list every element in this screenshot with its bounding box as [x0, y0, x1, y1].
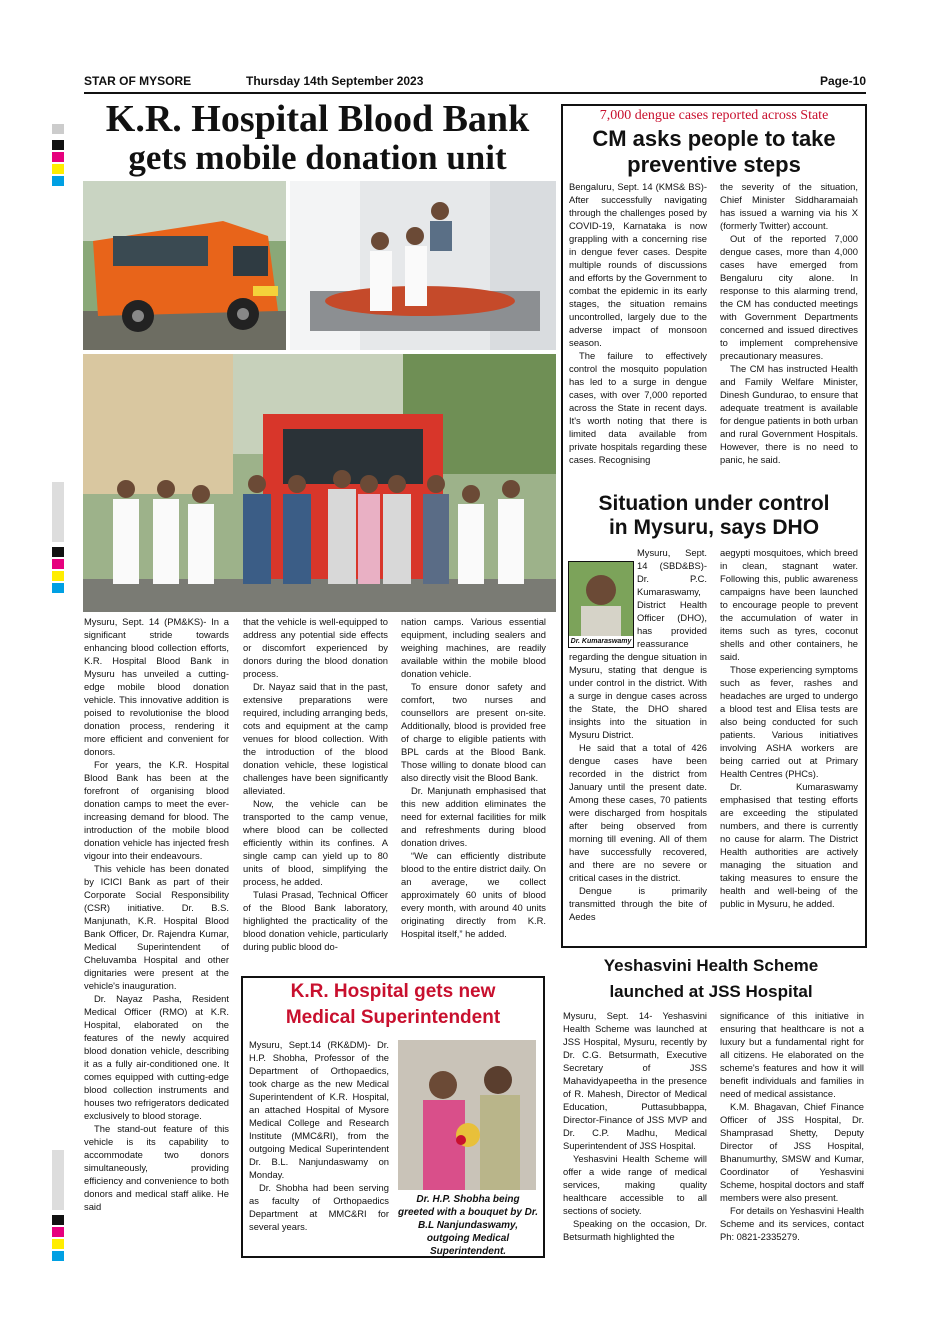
paragraph: K.M. Bhagavan, Chief Finance Officer of JSS Hospital, Dr. Shamprasad Shetty, Deputy Director of JSS Hospital, Bhanumurthy, SMSW and Kumar, Coordinator of Yeshasvini Scheme, hospital doctors and staff members were also present.	[720, 1101, 864, 1203]
van-photo	[83, 181, 286, 350]
paragraph: Dr. Nayaz said that in the past, extensive preparations were required, including arranging beds, cots and equipment at the camp venues for blood collection. With the introduction of the blood donation vehicle, these logistical challenges have been significantly alleviated.	[243, 681, 388, 796]
paragraph: Dr. Shobha had been serving as faculty of Orthopaedics Department at MMC&RI for several years.	[249, 1182, 389, 1232]
dengue-kicker: 7,000 dengue cases reported across State	[599, 108, 829, 123]
blood-bank-column-1	[84, 615, 229, 1213]
blood-bank-headline-line1: K.R. Hospital Blood Bank	[105, 98, 530, 140]
paragraph: Dr. Nayaz Pasha, Resident Medical Officer (RMO) at K.R. Hospital, elaborated on the features of the newly acquired blood donation vehicle, describing it as a fully air-conditioned one. It comes equipped with cutting-edge blood collection instruments and houses two refrigerators dedicated exclusively to blood storage.	[84, 993, 229, 1121]
dho-portrait-caption: Dr. Kumaraswamy	[570, 638, 632, 645]
paragraph: Now, the vehicle can be transported to the camp venue, where blood can be collected efficiently within its confines. A single camp can yield up to 80 units of blood, simplifying the process, he added.	[243, 798, 388, 887]
dho-column-2	[720, 546, 858, 910]
paragraph: The stand-out feature of this vehicle is its capability to accommodate two donors simultaneously, providing efficiency and convenience to both donors and medical staff alike. He said	[84, 1123, 229, 1212]
dengue-headline-line1: CM asks people to take	[592, 126, 836, 151]
masthead	[84, 74, 866, 94]
paragraph: aegypti mosquitoes, which breed in clean, stagnant water. Following this, public awareness campaigns have been launched to encourage people to prevent the accumulation of water in items such as tyres, coconut shells and other containers, he said.	[720, 547, 858, 662]
paragraph: Mysuru, Sept. 14- Yeshasvini Health Scheme was launched at JSS Hospital, Mysuru, recently by Dr. C.G. Betsurmath, Executive Secretary of JSS Mahavidyapeetha in the presence of R. Mahesh, Director of Medical Education, Puttasubbappa, Director-Finance of JSS MVP and Dr. C.P. Madhu, Medical Superintendent of JSS Hospital.	[563, 1010, 707, 1151]
dengue-headline-line2: preventive steps	[627, 152, 801, 177]
issue-date: Thursday 14th September 2023	[246, 74, 424, 88]
dengue-column-2	[720, 180, 858, 466]
paragraph: Dr. Manjunath emphasised that this new addition eliminates the need for external facilities for milk and refreshments during blood donation drives.	[401, 785, 546, 848]
blood-bank-headline-line2: gets mobile donation unit	[128, 138, 507, 177]
yeshasvini-column-2	[720, 1009, 864, 1243]
page-number: Page-10	[819, 74, 866, 88]
paragraph: Speaking on the occasion, Dr. Betsurmath highlighted the	[563, 1218, 707, 1242]
dho-headline-line2: in Mysuru, says DHO	[608, 516, 820, 539]
paragraph: Dengue is primarily transmitted through the bite of Aedes	[569, 885, 707, 922]
group-photo	[83, 354, 556, 612]
paragraph: Tulasi Prasad, Technical Officer of the Blood Bank laboratory, highlighted the practicality of the blood donation vehicle, particularly during public blood do-	[243, 889, 388, 952]
blood-bank-column-2	[243, 615, 388, 953]
paragraph: Yeshasvini Health Scheme will offer a wide range of medical services, making quality healthcare accessible to all sections of society.	[563, 1153, 707, 1216]
van-interior-photo	[290, 181, 556, 350]
superintendent-headline-line1: K.R. Hospital gets new	[290, 981, 496, 1002]
paragraph: Mysuru, Sept. 14 (SBD&BS)- Dr. P.C. Kumaraswamy, District Health Officer (DHO), has provided reassurance regarding the dengue situation in Mysuru, stating that dengue is under control in the district. With a surge in dengue cases across the State, the DHO shared insights into the situation in Mysuru District.	[569, 547, 707, 740]
yeshasvini-headline-line1: Yeshasvini Health Scheme	[603, 956, 819, 975]
paragraph: that the vehicle is well-equipped to address any potential side effects or discomfort experienced by donors during the blood donation process.	[243, 616, 388, 679]
paragraph: For years, the K.R. Hospital Blood Bank has been at the forefront of organising blood donation camps to meet the ever-increasing demand for blood. The introduction of the mobile blood donation vehicle has injected fresh vigour into their endeavours.	[84, 759, 229, 861]
paragraph: He said that a total of 426 dengue cases have been recorded in the district from January until the present date. Among these cases, 70 patients were discharged from hospitals after being observed from morning till evening. All of them have successfully recovered, and there are no severe or critical cases in the district.	[569, 742, 707, 883]
yeshasvini-column-1	[563, 1009, 707, 1243]
paragraph: Mysuru, Sept. 14 (PM&KS)- In a significant stride towards enhancing blood collection efforts, K.R. Hospital Blood Bank in Mysuru has unveiled a cutting-edge mobile blood donation vehicle. This innovative addition is poised to revolutionise the blood donation process, rendering it more efficient and convenient for donors.	[84, 616, 229, 757]
paragraph: significance of this initiative in ensuring that healthcare is not a luxury but a fundamental right for all citizens. He elaborated on the scheme's features and how it will benefit individuals and families in need of medical assistance.	[720, 1010, 864, 1099]
handover-photo	[398, 1040, 536, 1190]
paragraph: To ensure donor safety and comfort, two nurses and counsellors are present on-site. Additionally, blood is provided free of charge to eligible patients with BPL cards at the Blood Bank. Those willing to donate blood can also directly visit the Blood Bank.	[401, 681, 546, 783]
paragraph: Those experiencing symptoms such as fever, rashes and headaches are urged to undergo a blood test and Elisa tests are also being conducted for such patients. Various initiatives involving ASHA workers are being carried out at Primary Health Centres (PHCs).	[720, 664, 858, 779]
handover-caption: Dr. H.P. Shobha being greeted with a bouquet by Dr. B.L Nanjundaswamy, outgoing Medical Superintendent.	[398, 1194, 539, 1257]
paragraph: “We can efficiently distribute blood to the entire district daily. On an average, we collect approximately 60 units of blood every month, with around 40 units originating directly from K.R. Hospital itself,” he added.	[401, 850, 546, 939]
superintendent-headline-line2: Medical Superintendent	[285, 1007, 501, 1028]
paragraph: Out of the reported 7,000 dengue cases, more than 4,000 cases have emerged from Bengaluru city alone. In response to this alarming trend, the CM has conducted meetings with Government Departments concerned and issued directives to implement comprehensive precautionary measures.	[720, 233, 858, 361]
dho-headline-line1: Situation under control	[598, 492, 830, 515]
paper-name: STAR OF MYSORE	[84, 74, 192, 88]
superintendent-column	[249, 1038, 389, 1233]
paragraph: This vehicle has been donated by ICICI Bank as part of their Corporate Social Responsibility (CSR) initiative. Dr. B.S. Manjunath, K.R. Hospital Blood Bank Officer, Dr. Rajendra Kumar, Medical Superintendent of Cheluvamba Hospital and other dignitaries were present at the vehicle's inauguration.	[84, 863, 229, 991]
paragraph: Mysuru, Sept.14 (RK&DM)- Dr. H.P. Shobha, Professor of the Department of Orthopaedics, took charge as the new Medical Superintendent of K.R. Hospital, an attached Hospital of Mysore Medical College and Research Institute (MMC&RI), from the outgoing Medical Superintendent Dr. B.L. Nanjundaswamy on Monday.	[249, 1039, 389, 1180]
blood-bank-column-3	[401, 615, 546, 940]
photo-spacer	[569, 546, 637, 649]
paragraph: Bengaluru, Sept. 14 (KMS& BS)- After successfully navigating through the challenges posed by COVID-19, Karnataka is now grappling with a concerning rise in dengue fever cases. Despite multiple rounds of discussions and efforts by the Government to combat the epidemic in its early stages, the situation remains uncontrolled, largely due to the adverse impact of monsoon season.	[569, 181, 707, 348]
paragraph: The failure to effectively control the mosquito population has led to a surge in dengue cases, with over 7,000 reported across the State in recent days. It's worth noting that there is limited data available from private hospitals regarding these cases. Recognising	[569, 350, 707, 465]
paragraph: the severity of the situation, Chief Minister Siddharamaiah has issued a warning via his X (formerly Twitter) account.	[720, 181, 858, 231]
dho-column-1	[569, 546, 707, 923]
dengue-column-1	[569, 180, 707, 466]
paragraph: The CM has instructed Health and Family Welfare Minister, Dinesh Gundurao, to ensure that adequate treatment is available for dengue patients in both urban and rural Government Hospitals. However, there is no need to panic, he said.	[720, 363, 858, 465]
paragraph: Dr. Kumaraswamy emphasised that testing efforts are exceeding the stipulated numbers, and there is currently no cause for alarm. The District Health authorities are actively managing the situation and taking measures to ensure the health and well-being of the public in Mysuru, he added.	[720, 781, 858, 909]
paragraph: nation camps. Various essential equipment, including sealers and weighing machines, are readily available within the mobile blood donation vehicle.	[401, 616, 546, 679]
yeshasvini-headline-line2: launched at JSS Hospital	[609, 982, 813, 1001]
paragraph: For details on Yeshasvini Health Scheme and its services, contact Ph: 0821-2335279.	[720, 1205, 864, 1242]
